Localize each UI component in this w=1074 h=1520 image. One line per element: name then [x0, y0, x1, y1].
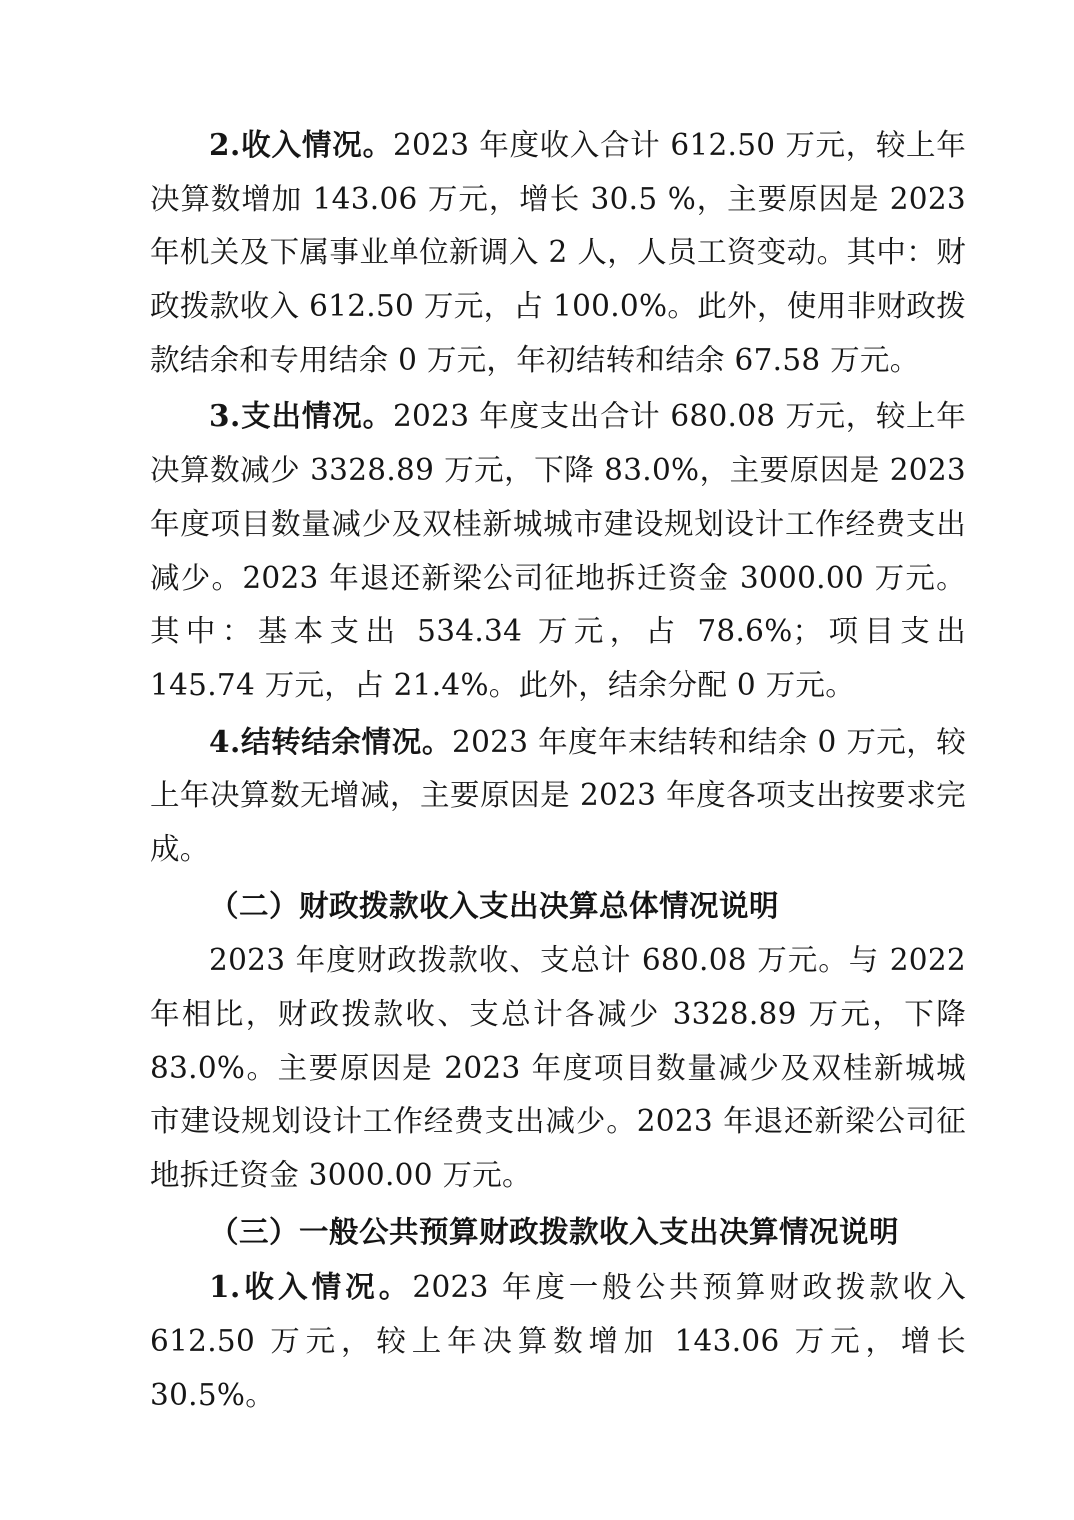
heading-section-three: （三）一般公共预算财政拨款收入支出决算情况说明	[209, 1213, 900, 1249]
paragraph-carryover-balance-lead: 4.结转结余情况。	[209, 723, 452, 759]
paragraph-income-situation-lead: 2.收入情况。	[209, 127, 393, 162]
heading-section-two: （二）财政拨款收入支出决算总体情况说明	[209, 887, 780, 923]
paragraph-carryover-balance	[150, 715, 966, 877]
document-body	[150, 118, 966, 1423]
paragraph-section-three-income-lead: 1.收入情况。	[209, 1269, 413, 1305]
paragraph-income-situation	[150, 118, 966, 387]
paragraph-expenditure-situation-text: 2023 年度支出合计 680.08 万元，较上年决算数减少 3328.89 万元，下降 83.0%，主要原因是 2023 年度项目数量减少及双桂新城城市建设规划设计工作经费支出减少。2023 年退还新梁公司征地拆迁资金 3000.00 万元。其中：基本支出 534.34 万元，占 78.6%；项目支出 145.74 万元，占 21.4%。此外，结余分配 0 万元。	[150, 399, 966, 702]
paragraph-expenditure-situation	[150, 389, 966, 712]
paragraph-income-situation-text: 2023 年度收入合计 612.50 万元，较上年决算数增加 143.06 万元，增长 30.5 %，主要原因是 2023 年机关及下属事业单位新调入 2 人，人员工资变动。其中：财政拨款收入 612.50 万元，占 100.0%。此外，使用非财政拨款结余和专用结余 0 万元，年初结转和结余 67.58 万元。	[150, 128, 966, 377]
paragraph-section-three-income-text: 2023 年度一般公共预算财政拨款收入 612.50 万元，较上年决算数增加 143.06 万元，增长 30.5%。	[150, 1270, 967, 1412]
paragraph-expenditure-situation-lead: 3.支出情况。	[209, 398, 393, 434]
paragraph-carryover-balance-text: 2023 年度年末结转和结余 0 万元，较上年决算数无增减，主要原因是 2023 年度各项支出按要求完成。	[150, 724, 967, 866]
paragraph-section-two-body: 2023 年度财政拨款收、支总计 680.08 万元。与 2022 年相比，财政拨款收、支总计各减少 3328.89 万元，下降 83.0%。主要原因是 2023 年度项目数量减少及双桂新城城市建设规划设计工作经费支出减少。2023 年退还新梁公司征地拆迁资金 3000.00 万元。	[150, 943, 966, 1193]
paragraph-section-three-income	[150, 1260, 966, 1422]
